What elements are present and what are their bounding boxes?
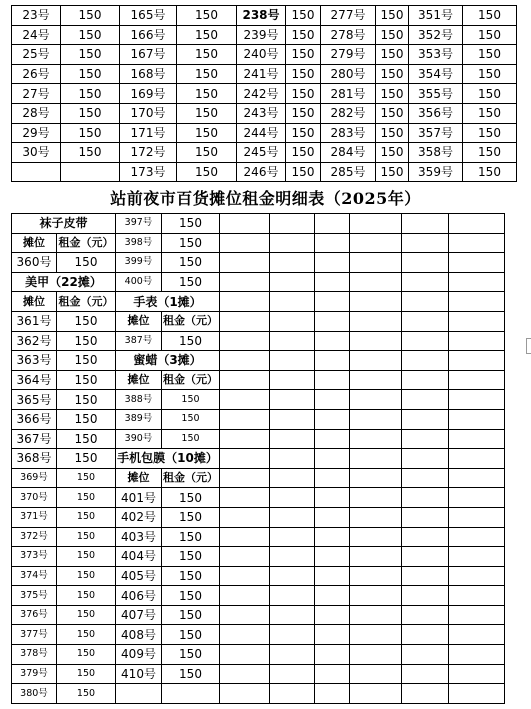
stall-number: 170号 (120, 103, 177, 123)
rent-value: 150 (57, 507, 116, 527)
stall-number: 169号 (120, 84, 177, 104)
stall-number: 238号 (237, 6, 286, 26)
stall-number: 168号 (120, 64, 177, 84)
rent-value: 150 (463, 25, 517, 45)
stall-number: 375号 (12, 586, 57, 606)
rent-value: 150 (286, 64, 321, 84)
rent-value: 150 (61, 45, 120, 65)
rent-value: 150 (162, 253, 220, 273)
rent-value: 150 (376, 143, 409, 163)
stall-number: 397号 (116, 214, 162, 234)
stall-number: 405号 (116, 566, 162, 586)
rent-value: 150 (463, 123, 517, 143)
stall-number: 363号 (12, 351, 57, 371)
rent-value: 150 (162, 566, 220, 586)
stall-number: 364号 (12, 370, 57, 390)
rent-value: 150 (61, 25, 120, 45)
top-rent-table (11, 5, 517, 182)
stall-number: 282号 (321, 103, 376, 123)
table-row (12, 664, 505, 684)
stall-number: 242号 (237, 84, 286, 104)
stall-number: 410号 (116, 664, 162, 684)
rent-value: 150 (162, 409, 220, 429)
rent-value (61, 162, 120, 182)
stall-number: 354号 (409, 64, 463, 84)
rent-value: 150 (57, 605, 116, 625)
table-row (12, 6, 517, 26)
rent-value: 150 (463, 84, 517, 104)
bottom-rent-table (11, 213, 505, 704)
rent-value: 150 (376, 84, 409, 104)
stall-number: 28号 (12, 103, 61, 123)
section-label-beeswax: 蜜蜡（3摊） (116, 351, 220, 371)
stall-number: 172号 (120, 143, 177, 163)
rent-value: 150 (57, 566, 116, 586)
rent-value: 150 (376, 45, 409, 65)
table-row (12, 390, 505, 410)
rent-value: 150 (61, 84, 120, 104)
stall-number: 353号 (409, 45, 463, 65)
stall-number (12, 162, 61, 182)
stall-number: 355号 (409, 84, 463, 104)
table-row (12, 351, 505, 371)
rent-value: 150 (57, 409, 116, 429)
stall-number: 379号 (12, 664, 57, 684)
stall-number: 241号 (237, 64, 286, 84)
stall-number: 30号 (12, 143, 61, 163)
table-row (12, 162, 517, 182)
rent-header: 租金（元） (162, 311, 220, 331)
rent-value: 150 (376, 123, 409, 143)
stall-number: 27号 (12, 84, 61, 104)
rent-value: 150 (177, 162, 237, 182)
table-row (12, 25, 517, 45)
table-row (12, 123, 517, 143)
rent-value: 150 (57, 351, 116, 371)
stall-number: 24号 (12, 25, 61, 45)
stall-number: 25号 (12, 45, 61, 65)
rent-value: 150 (162, 331, 220, 351)
stall-number: 387号 (116, 331, 162, 351)
stall-number: 376号 (12, 605, 57, 625)
stall-header: 摊位 (116, 311, 162, 331)
table-row (12, 449, 505, 469)
table-row (12, 684, 505, 704)
stall-header: 摊位 (116, 468, 162, 488)
stall-number: 404号 (116, 547, 162, 567)
stall-number: 352号 (409, 25, 463, 45)
stall-number: 245号 (237, 143, 286, 163)
table-row (12, 253, 505, 273)
stall-number: 166号 (120, 25, 177, 45)
stall-number: 278号 (321, 25, 376, 45)
rent-value: 150 (162, 233, 220, 253)
stall-number: 373号 (12, 547, 57, 567)
table-row (12, 605, 505, 625)
table-row (12, 507, 505, 527)
stall-number: 165号 (120, 6, 177, 26)
section-label-socks: 袜子皮带 (12, 214, 116, 234)
stall-number: 380号 (12, 684, 57, 704)
table-row (12, 625, 505, 645)
stall-header: 摊位 (12, 233, 57, 253)
rent-value: 150 (162, 488, 220, 508)
rent-value: 150 (162, 586, 220, 606)
rent-value: 150 (57, 390, 116, 410)
stall-number: 388号 (116, 390, 162, 410)
stall-number: 372号 (12, 527, 57, 547)
table-row (12, 103, 517, 123)
rent-value: 150 (376, 162, 409, 182)
rent-value: 150 (61, 64, 120, 84)
table-row (12, 409, 505, 429)
rent-value: 150 (162, 645, 220, 665)
rent-value: 150 (162, 664, 220, 684)
stall-number: 239号 (237, 25, 286, 45)
stall-number: 369号 (12, 468, 57, 488)
stall-number: 367号 (12, 429, 57, 449)
table-row (12, 45, 517, 65)
rent-value: 150 (162, 429, 220, 449)
rent-value: 150 (286, 162, 321, 182)
rent-value: 150 (61, 103, 120, 123)
stall-number: 279号 (321, 45, 376, 65)
stall-number: 284号 (321, 143, 376, 163)
rent-value: 150 (177, 123, 237, 143)
stall-number: 398号 (116, 233, 162, 253)
stall-number: 365号 (12, 390, 57, 410)
table-row (12, 311, 505, 331)
rent-value: 150 (57, 527, 116, 547)
rent-value: 150 (162, 605, 220, 625)
stall-number: 173号 (120, 162, 177, 182)
table-row (12, 84, 517, 104)
rent-value: 150 (57, 664, 116, 684)
section-label-nails: 美甲（22摊） (12, 272, 116, 292)
rent-value: 150 (177, 84, 237, 104)
stall-number: 378号 (12, 645, 57, 665)
stall-number: 362号 (12, 331, 57, 351)
rent-value: 150 (162, 272, 220, 292)
rent-value: 150 (57, 429, 116, 449)
stall-number: 285号 (321, 162, 376, 182)
table-row (12, 527, 505, 547)
table-row (12, 547, 505, 567)
rent-value: 150 (162, 547, 220, 567)
rent-header: 租金（元） (57, 292, 116, 312)
stall-number: 277号 (321, 6, 376, 26)
rent-value: 150 (463, 6, 517, 26)
rent-value: 150 (162, 390, 220, 410)
rent-value: 150 (286, 45, 321, 65)
rent-header: 租金（元） (57, 233, 116, 253)
rent-value: 150 (463, 143, 517, 163)
table-row (12, 233, 505, 253)
stall-number: 281号 (321, 84, 376, 104)
rent-value: 150 (177, 103, 237, 123)
rent-value: 150 (177, 45, 237, 65)
stall-number: 389号 (116, 409, 162, 429)
rent-value: 150 (61, 123, 120, 143)
rent-value: 150 (376, 103, 409, 123)
stall-number: 357号 (409, 123, 463, 143)
rent-value: 150 (286, 143, 321, 163)
table-row (12, 429, 505, 449)
table-row (12, 586, 505, 606)
section-label-phone: 手机包膜（10摊） (116, 449, 220, 469)
stall-number: 368号 (12, 449, 57, 469)
stall-number: 358号 (409, 143, 463, 163)
table-row (12, 214, 505, 234)
table-row (12, 292, 505, 312)
stall-number: 377号 (12, 625, 57, 645)
rent-value: 150 (57, 331, 116, 351)
section-label-watch: 手表（1摊） (116, 292, 220, 312)
rent-value: 150 (177, 64, 237, 84)
stall-number: 356号 (409, 103, 463, 123)
table-row (12, 331, 505, 351)
rent-value: 150 (286, 123, 321, 143)
stall-number: 283号 (321, 123, 376, 143)
stall-number: 246号 (237, 162, 286, 182)
table-row (12, 64, 517, 84)
rent-value: 150 (57, 370, 116, 390)
rent-value: 150 (463, 45, 517, 65)
rent-value: 150 (286, 103, 321, 123)
rent-value: 150 (57, 684, 116, 704)
rent-value: 150 (57, 311, 116, 331)
table-row (12, 566, 505, 586)
rent-value: 150 (286, 84, 321, 104)
stall-number: 29号 (12, 123, 61, 143)
stall-number: 406号 (116, 586, 162, 606)
rent-header: 租金（元） (162, 370, 220, 390)
stall-number: 23号 (12, 6, 61, 26)
table-row (12, 370, 505, 390)
rent-value: 150 (286, 25, 321, 45)
stall-number: 359号 (409, 162, 463, 182)
stall-number: 167号 (120, 45, 177, 65)
stall-number: 366号 (12, 409, 57, 429)
stall-number: 390号 (116, 429, 162, 449)
stall-number: 401号 (116, 488, 162, 508)
stall-number: 351号 (409, 6, 463, 26)
rent-value: 150 (57, 645, 116, 665)
rent-value: 150 (61, 6, 120, 26)
rent-value: 150 (162, 507, 220, 527)
rent-value: 150 (286, 6, 321, 26)
stall-number: 244号 (237, 123, 286, 143)
table-row (12, 468, 505, 488)
rent-value: 150 (57, 625, 116, 645)
rent-value: 150 (162, 214, 220, 234)
rent-value: 150 (57, 468, 116, 488)
stall-number: 361号 (12, 311, 57, 331)
stall-number: 408号 (116, 625, 162, 645)
stall-number: 403号 (116, 527, 162, 547)
stall-number: 399号 (116, 253, 162, 273)
rent-value: 150 (162, 625, 220, 645)
stall-number: 243号 (237, 103, 286, 123)
table-row (12, 272, 505, 292)
rent-value: 150 (57, 547, 116, 567)
stall-number: 26号 (12, 64, 61, 84)
rent-value: 150 (162, 527, 220, 547)
stall-number: 374号 (12, 566, 57, 586)
rent-value: 150 (61, 143, 120, 163)
stall-number: 171号 (120, 123, 177, 143)
table-row (12, 143, 517, 163)
stall-number: 371号 (12, 507, 57, 527)
rent-value: 150 (57, 586, 116, 606)
rent-value: 150 (177, 143, 237, 163)
stall-number: 400号 (116, 272, 162, 292)
stall-number: 409号 (116, 645, 162, 665)
rent-value: 150 (463, 103, 517, 123)
stall-number: 360号 (12, 253, 57, 273)
rent-value: 150 (177, 6, 237, 26)
rent-value: 150 (57, 488, 116, 508)
stall-number: 240号 (237, 45, 286, 65)
rent-value: 150 (463, 162, 517, 182)
page-edge-marker (526, 338, 531, 354)
rent-value: 150 (463, 64, 517, 84)
stall-header: 摊位 (12, 292, 57, 312)
page-title: 站前夜市百货摊位租金明细表（2025年） (110, 189, 421, 208)
rent-value: 150 (177, 25, 237, 45)
rent-value: 150 (57, 253, 116, 273)
table-row (12, 488, 505, 508)
stall-number: 370号 (12, 488, 57, 508)
stall-number: 402号 (116, 507, 162, 527)
rent-value: 150 (57, 449, 116, 469)
rent-header: 租金（元） (162, 468, 220, 488)
stall-number: 407号 (116, 605, 162, 625)
stall-number: 280号 (321, 64, 376, 84)
table-row (12, 645, 505, 665)
rent-value: 150 (376, 25, 409, 45)
stall-header: 摊位 (116, 370, 162, 390)
rent-value: 150 (376, 64, 409, 84)
rent-value: 150 (376, 6, 409, 26)
